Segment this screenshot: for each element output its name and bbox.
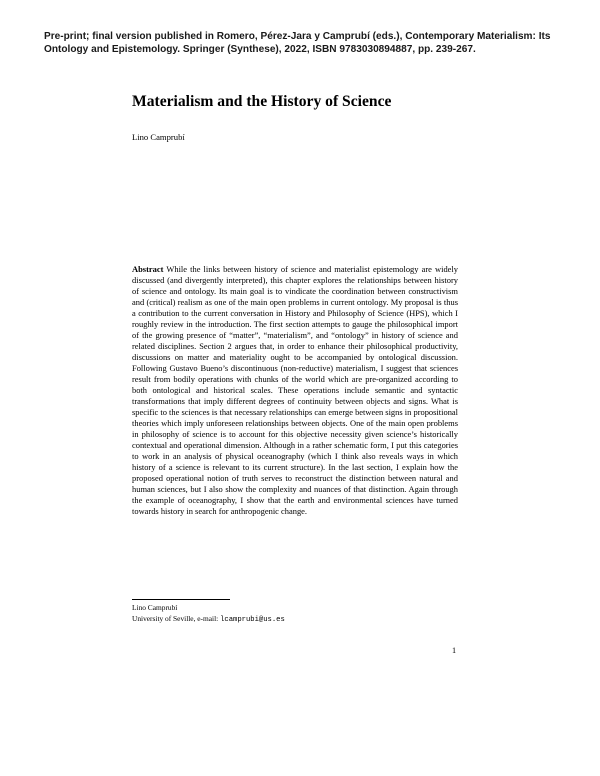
author-email[interactable]: lcamprubi@us.es	[220, 615, 285, 624]
abstract	[132, 264, 458, 517]
author-footnote	[132, 603, 285, 625]
author-name: Lino Camprubí	[132, 132, 185, 142]
abstract-label: Abstract	[132, 264, 164, 274]
footnote-rule	[132, 599, 230, 600]
paper-title: Materialism and the History of Science	[132, 93, 392, 110]
footnote-affiliation-line	[132, 614, 285, 626]
footnote-affiliation: University of Seville, e-mail:	[132, 613, 219, 623]
preprint-note: Pre-print; final version published in Romero, Pérez-Jara y Camprubí (eds.), Contemporary Materialism: Its Ontology and Epistemology. Springer (Synthese), 2022, ISBN 9783030894887, pp. 239-267.	[44, 31, 551, 55]
abstract-text: While the links between history of science and materialist epistemology are widely discussed (and divergently interpreted), this chapter explores the relationships between history of science and ontology. Its main goal is to vindicate the coordination between constructivism and (critical) realism as one of the main open problems in current ontology. My proposal is thus a contribution to the current conversation in History and Philosophy of Science (HPS), which I roughly review in the introduction. The first section attempts to gauge the philosophical import of the growing presence of “matter”, “materialism”, and “ontology” in history of science and related disciplines. Section 2 argues that, in order to enhance their philosophical productivity, discussions on matter and materiality ought to be accompanied by ontological discussion. Following Gustavo Bueno’s discontinuous (non-reductive) materialism, I suggest that sciences result from bodily operations with chunks of the world which are pre-organized according to both ontological and historical scales. These operations include semantic and syntactic transformations that imply different degrees of continuity between objects and signs. What is specific to the sciences is that necessary relationships can emerge between signs in propositional theories which imply unforeseen relationships between objects. One of the main open problems in philosophy of science is to account for this objective necessity given science’s historically contextual and operational dimension. Although in a rather schematic form, I put this categories to work in an analysis of physical oceanography (which I think also reveals ways in which history of a science is relevant to its current structure). In the last section, I explain how the proposed operational notion of truth serves to reconstruct the distinction between natural and human sciences, but I also show the complexity and nuances of that distinction. Again through the example of oceanography, I show that the earth and environmental sciences have turned towards history in search for anthropogenic change.	[132, 264, 458, 517]
footnote-author-name: Lino Camprubí	[132, 603, 178, 612]
page-number: 1	[452, 646, 457, 655]
